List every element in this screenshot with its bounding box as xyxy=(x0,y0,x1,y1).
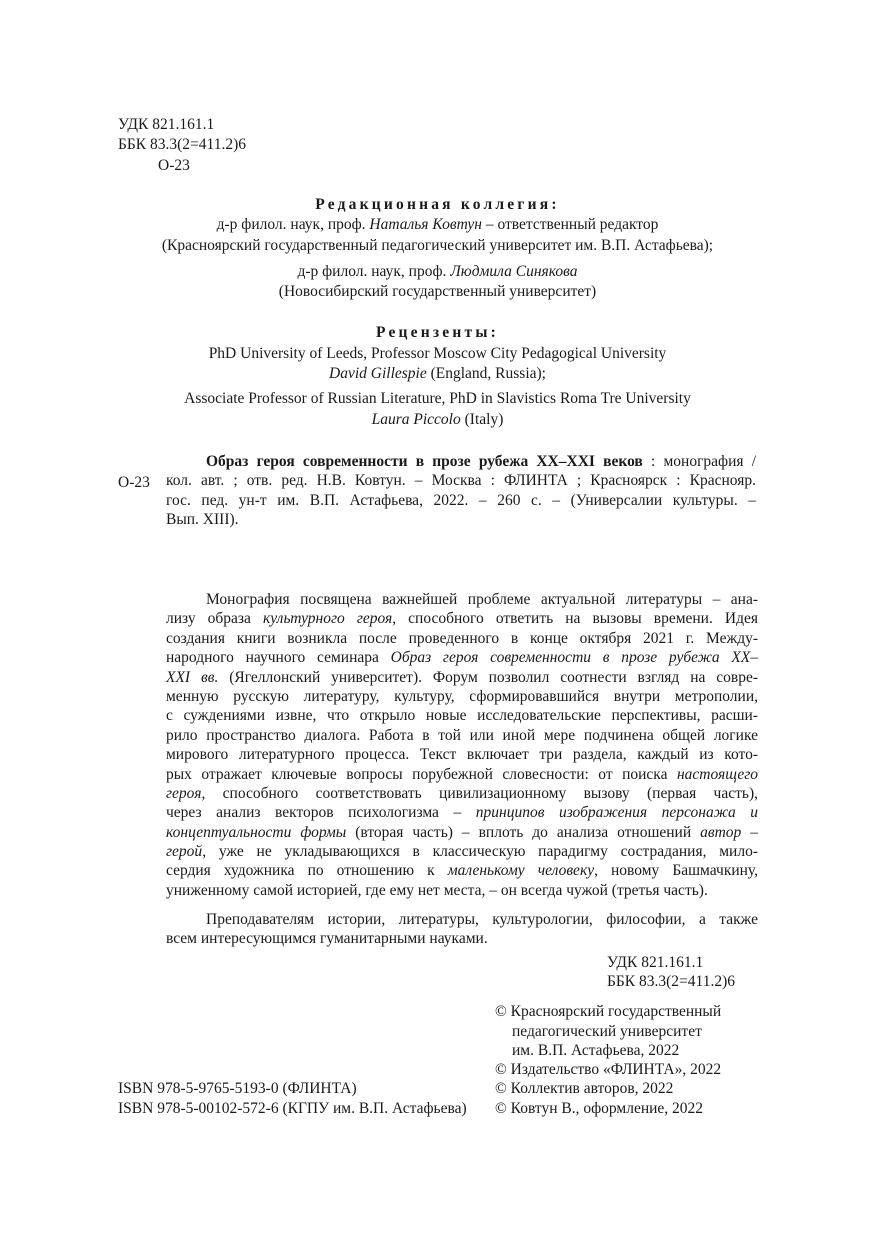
annotation-text: , способного соответствовать цивилизационному вызову (первая часть), xyxy=(201,784,758,802)
isbn-kgpu: ISBN 978-5-00102-572-6 (КГПУ им. В.П. Астафьева) xyxy=(118,1100,467,1117)
annotation-text: менную русскую литературу, культуру, сформировавшийся внутри метрополии, xyxy=(166,687,758,705)
bib-line: Вып. XIII). xyxy=(166,511,239,529)
annotation-line xyxy=(166,609,758,628)
reviewer-1-country: (England, Russia); xyxy=(426,365,546,382)
annotation-text: Монография посвящена важнейшей проблеме актуальной литературы – ана- xyxy=(206,591,758,608)
annotation-text: с суждениями извне, что открыло новые исследовательские перспективы, расши- xyxy=(166,707,758,725)
copyright-authors: © Коллектив авторов, 2022 xyxy=(495,1080,674,1097)
editorial-board-heading: Редакционная коллегия: xyxy=(315,196,560,213)
reviewer-2-country: (Italy) xyxy=(460,411,504,428)
annotation-text: рых отражает ключевые вопросы порубежной словесности: от поиска xyxy=(166,765,677,783)
annotation-paragraph xyxy=(166,590,758,900)
annotation-line xyxy=(166,765,758,784)
annotation-text: , способного ответить на вызовы времени. Идея xyxy=(392,610,759,628)
annotation-text: , новому Башмачкину, xyxy=(594,862,759,880)
reviewer-2-line xyxy=(0,410,875,430)
bib-format: : монография / xyxy=(642,453,757,470)
annotation-italic-phrase: маленькому человеку xyxy=(447,862,595,880)
copyright-design: © Ковтун В., оформление, 2022 xyxy=(495,1100,704,1117)
annotation-text: через анализ векторов психологизма – xyxy=(166,804,476,822)
author-mark: О-23 xyxy=(158,157,190,174)
annotation-italic-phrase: культурного героя xyxy=(262,610,393,628)
annotation-line xyxy=(166,784,758,803)
reviewers-heading: Рецензенты: xyxy=(375,324,499,341)
annotation-line xyxy=(166,745,758,764)
copyright-publisher: © Издательство «ФЛИНТА», 2022 xyxy=(495,1061,722,1078)
annotation-line xyxy=(166,648,758,667)
editor-2-affiliation: (Новосибирский государственный университет) xyxy=(278,283,597,300)
annotation-line xyxy=(166,861,758,880)
annotation-italic-phrase: принципов изображения персонажа и xyxy=(475,804,758,822)
annotation-text: народного научного семинара xyxy=(166,649,391,667)
annotation-line xyxy=(166,881,758,900)
editor-1-prefix: д-р филол. наук, проф. xyxy=(216,216,370,233)
annotation-italic-phrase: XXI вв. xyxy=(166,668,219,686)
annotation-italic-phrase: героя xyxy=(166,784,202,802)
editor-2-name: Людмила Синякова xyxy=(450,263,578,280)
bottom-bbk-code: ББК 83.3(2=411.2)6 xyxy=(607,973,736,990)
annotation-text: лизу образа xyxy=(166,610,263,628)
bottom-udk-code: УДК 821.161.1 xyxy=(607,954,704,971)
bib-author-mark: О-23 xyxy=(118,474,150,491)
bib-line: гос. пед. ун-т им. В.П. Астафьева, 2022. – 260 с. – (Универсалии культуры. – xyxy=(166,491,756,509)
copyright-university-line2: педагогический университет xyxy=(512,1023,702,1040)
annotation-text: , уже не укладывающихся в классическую парадигму сострадания, мило- xyxy=(202,843,758,861)
annotation-line xyxy=(166,726,758,745)
bib-title: Образ героя современности в прозе рубежа XX–XXI веков xyxy=(206,453,643,470)
annotation-italic-phrase: автор – xyxy=(700,823,758,841)
editor-2-line xyxy=(0,262,875,282)
audience-paragraph xyxy=(166,910,758,949)
isbn-flinta: ISBN 978-5-9765-5193-0 (ФЛИНТА) xyxy=(118,1080,357,1097)
annotation-italic-phrase: герой xyxy=(166,843,203,861)
annotation-line xyxy=(166,687,758,706)
reviewer-1-title: PhD University of Leeds, Professor Moscow City Pedagogical University xyxy=(208,345,667,362)
reviewer-1-name: David Gillespie xyxy=(329,365,427,382)
copyright-university-line3: им. В.П. Астафьева, 2022 xyxy=(512,1042,680,1059)
bbk-code: ББК 83.3(2=411.2)6 xyxy=(118,136,247,153)
annotation-text: рило пространство диалога. Работа в той или иной мере подчинена общей логике xyxy=(166,726,758,744)
reviewer-1-line xyxy=(0,364,875,384)
annotation-line xyxy=(166,590,758,609)
annotation-text: униженному самой историей, где ему нет места, – он всегда чужой (третья часть). xyxy=(166,881,708,899)
bib-line xyxy=(166,452,756,471)
annotation-italic-phrase: концептуальности формы xyxy=(166,823,347,841)
audience-line: всем интересующимся гуманитарными науками. xyxy=(166,930,488,948)
annotation-line xyxy=(166,706,758,725)
annotation-line xyxy=(166,629,758,648)
bibliographic-record xyxy=(166,452,756,530)
reviewer-2-name: Laura Piccolo xyxy=(371,411,461,428)
annotation-italic-phrase: Образ героя современности в прозе рубежа XX– xyxy=(390,649,759,667)
annotation-text: (вторая часть) – вплоть до анализа отношений xyxy=(346,823,701,841)
annotation-italic-phrase: настоящего xyxy=(676,765,758,783)
annotation-line xyxy=(166,823,758,842)
annotation-line xyxy=(166,668,758,687)
annotation-text: сердия художника по отношению к xyxy=(166,862,448,880)
editor-1-line xyxy=(0,215,875,235)
copyright-university-line1: © Красноярский государственный xyxy=(495,1003,722,1020)
annotation-text: мирового литературного процесса. Текст включает три раздела, каждый из кото- xyxy=(166,746,758,764)
annotation-text: создания книги возникла после проведенного в конце октября 2021 г. Между- xyxy=(166,629,758,647)
editor-1-name: Наталья Ковтун xyxy=(369,216,482,233)
editor-2-prefix: д-р филол. наук, проф. xyxy=(297,263,451,280)
editor-1-affiliation: (Красноярский государственный педагогический университет им. В.П. Астафьева); xyxy=(161,237,714,254)
reviewer-2-title: Associate Professor of Russian Literature, PhD in Slavistics Roma Tre University xyxy=(184,390,691,407)
audience-line: Преподавателям истории, литературы, культурологии, философии, а также xyxy=(206,911,758,928)
udk-code: УДК 821.161.1 xyxy=(118,116,215,133)
annotation-line xyxy=(166,842,758,861)
annotation-line xyxy=(166,803,758,822)
bib-line: кол. авт. ; отв. ред. Н.В. Ковтун. – Москва : ФЛИНТА ; Красноярск : Краснояр. xyxy=(166,472,756,490)
annotation-text: (Ягеллонский университет). Форум позволил соотнести взгляд на совре- xyxy=(218,668,759,686)
editor-1-role: – ответственный редактор xyxy=(481,216,659,233)
